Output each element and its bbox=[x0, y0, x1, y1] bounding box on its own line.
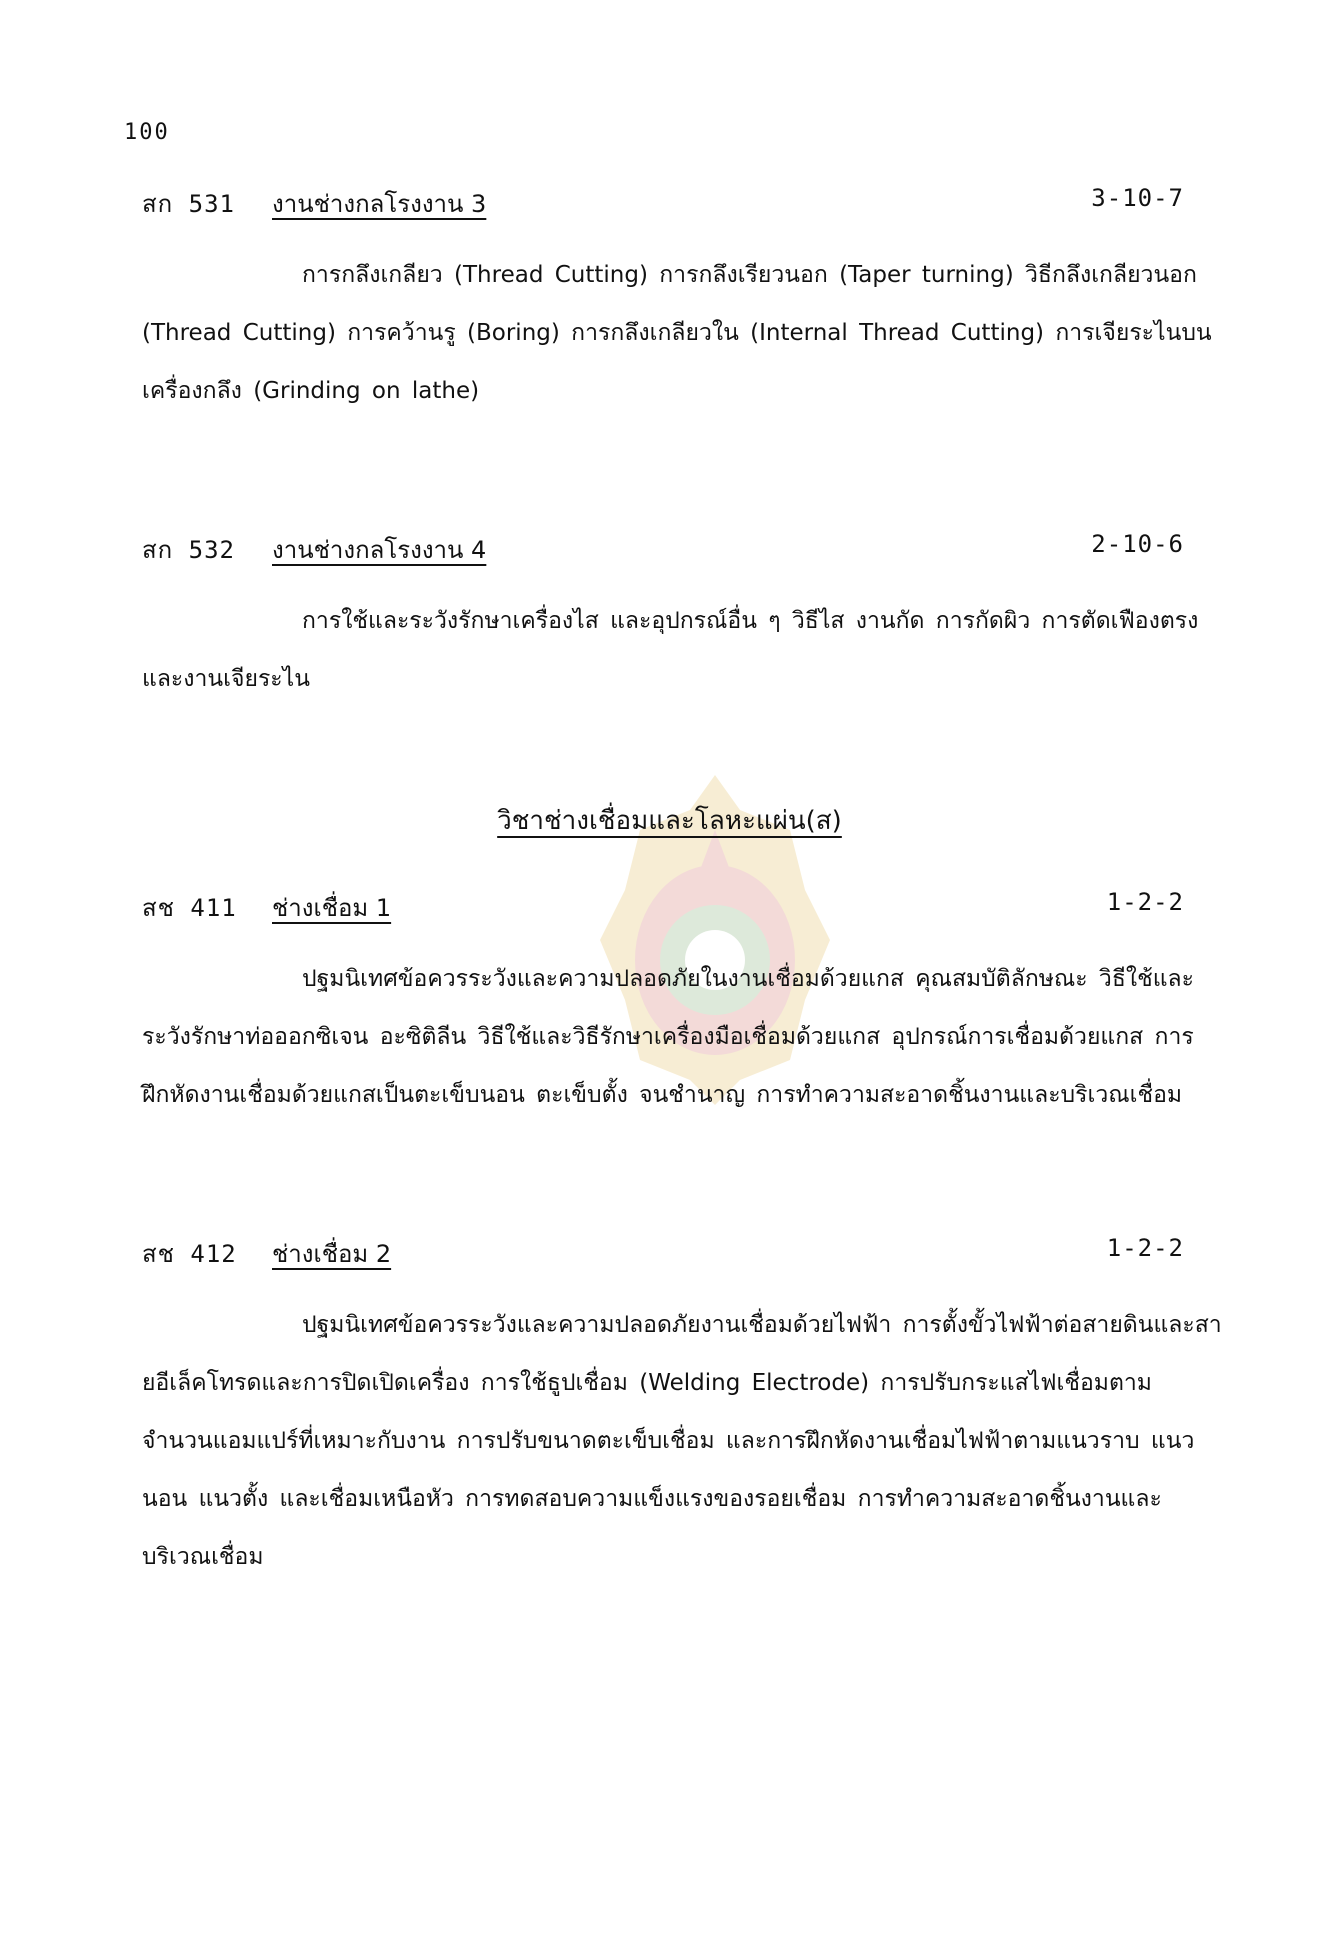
course-header bbox=[142, 1234, 1222, 1274]
course-credits: 3-10-7 bbox=[1091, 184, 1184, 212]
course-credits: 1-2-2 bbox=[1106, 1234, 1184, 1262]
course-block bbox=[142, 1234, 1222, 1586]
course-code: สช 412 bbox=[142, 1240, 237, 1268]
section-heading-text: วิชาช่างเชื่อมและโลหะแผ่น(ส) bbox=[497, 806, 842, 836]
course-block bbox=[142, 888, 1222, 1124]
course-code: สก 532 bbox=[142, 536, 235, 564]
course-code: สช 411 bbox=[142, 894, 237, 922]
course-header bbox=[142, 184, 1222, 224]
course-credits: 2-10-6 bbox=[1091, 530, 1184, 558]
course-description: ปฐมนิเทศข้อควรระวังและความปลอดภัยในงานเชื่อมด้วยแกส คุณสมบัติลักษณะ วิธีใช้และระวังรักษาท่อออกซิเจน อะซิติลีน วิธีใช้และวิธีรักษาเครื่องมือเชื่อมด้วยแกส อุปกรณ์การเชื่อมด้วยแกส การฝึกหัดงานเชื่อมด้วยแกสเป็นตะเข็บนอน ตะเข็บตั้ง จนชำนาญ การทำความสะอาดชิ้นงานและบริเวณเชื่อม bbox=[142, 966, 1194, 1108]
page-number: 100 bbox=[124, 120, 170, 145]
course-title: งานช่างกลโรงงาน 4 bbox=[272, 536, 487, 564]
course-title: งานช่างกลโรงงาน 3 bbox=[272, 190, 487, 218]
course-credits: 1-2-2 bbox=[1106, 888, 1184, 916]
section-heading bbox=[0, 800, 1339, 841]
course-title: ช่างเชื่อม 1 bbox=[272, 894, 392, 922]
course-header bbox=[142, 530, 1222, 570]
course-header bbox=[142, 888, 1222, 928]
course-description: ปฐมนิเทศข้อควรระวังและความปลอดภัยงานเชื่อมด้วยไฟฟ้า การตั้งขั้วไฟฟ้าต่อสายดินและสายอีเล็คโทรดและการปิดเปิดเครื่อง การใช้ธูปเชื่อม (Welding Electrode) การปรับกระแสไฟเชื่อมตามจำนวนแอมแปร์ที่เหมาะกับงาน การปรับขนาดตะเข็บเชื่อม และการฝึกหัดงานเชื่อมไฟฟ้าตามแนวราบ แนวนอน แนวตั้ง และเชื่อมเหนือหัว การทดสอบความแข็งแรงของรอยเชื่อม การทำความสะอาดชิ้นงานและบริเวณเชื่อม bbox=[142, 1312, 1222, 1570]
course-description: การใช้และระวังรักษาเครื่องไส และอุปกรณ์อื่น ๆ วิธีไส งานกัด การกัดผิว การตัดเฟืองตรง และงานเจียระไน bbox=[142, 608, 1199, 692]
course-title: ช่างเชื่อม 2 bbox=[272, 1240, 392, 1268]
course-description: การกลึงเกลียว (Thread Cutting) การกลึงเรียวนอก (Taper turning) วิธีกลึงเกลียวนอก (Thread Cutting) การคว้านรู (Boring) การกลึงเกลียวใน (Internal Thread Cutting) การเจียระไนบนเครื่องกลึง (Grinding on lathe) bbox=[142, 262, 1212, 404]
course-block bbox=[142, 530, 1222, 708]
course-code: สก 531 bbox=[142, 190, 235, 218]
course-block bbox=[142, 184, 1222, 420]
